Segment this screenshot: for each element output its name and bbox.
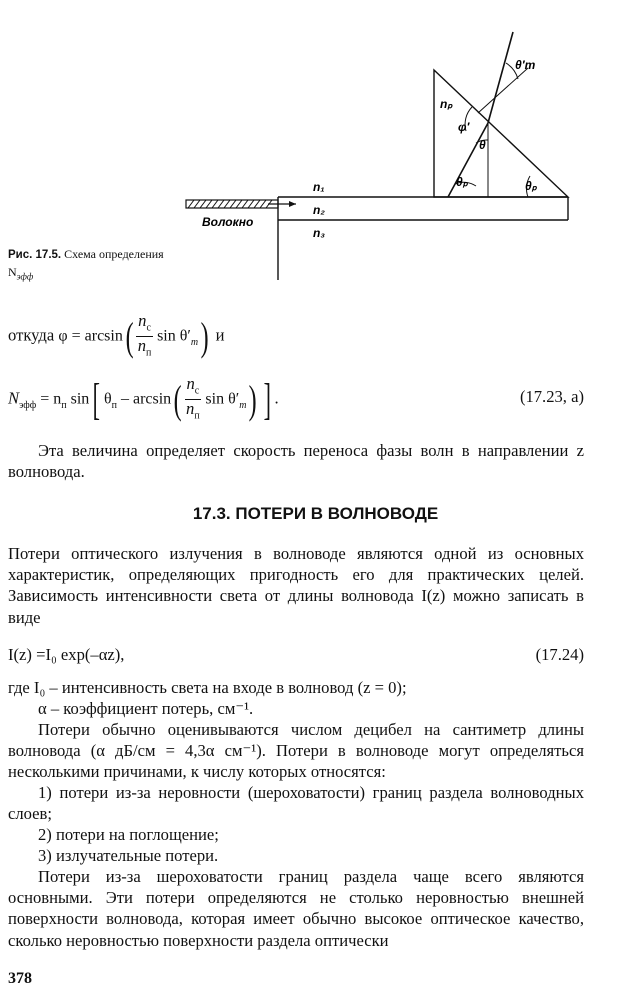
section-heading: 17.3. ПОТЕРИ В ВОЛНОВОДЕ bbox=[192, 504, 439, 523]
definition-i0: где I₀ – интенсивность света на входе в волновод (z = 0); bbox=[8, 678, 407, 697]
equation-number-17-23a: (17.23, а) bbox=[519, 387, 584, 406]
paragraph-phase-transfer: Эта величина определяет скорость переноса фазы волн в направлении z волновода. bbox=[8, 441, 584, 482]
definition-alpha: α – коэффициент потерь, см⁻¹. bbox=[38, 699, 254, 718]
equation-17-23a: $N_{эфф} = n_п$ sin[ $\theta_п - \arcsin$( $\frac{n_c}{n_п}$ $\sin \theta'_m$) ] . (17.23, а) bbox=[8, 374, 584, 424]
page-number: 378 bbox=[8, 970, 32, 987]
list-item: 1) потери из-за неровности (шероховатости) границ раздела волноводных слоев; bbox=[8, 783, 584, 824]
label-np-prism: nₚ bbox=[440, 97, 453, 111]
face-normal bbox=[478, 68, 528, 113]
figure-caption: Рис. 17.5. Схема определения $N_{эфф}$ bbox=[8, 247, 164, 282]
label-theta-p-ray: θₚ bbox=[456, 175, 468, 189]
paragraph-loss-causes: Потери обычно оценивываются числом децибел на сантиметр длины волновода (α дБ/см = 4,3α см⁻¹). Потери в волноводе могут определяться несколькими причинами, к числу которых относятся: bbox=[8, 720, 584, 782]
label-fiber: Волокно bbox=[202, 215, 254, 229]
ray-inside-prism bbox=[448, 123, 488, 197]
label-theta: θ bbox=[479, 138, 486, 152]
label-theta-p-base: θₚ bbox=[525, 179, 537, 193]
label-n2: n₂ bbox=[313, 203, 325, 217]
emergent-ray bbox=[488, 32, 513, 123]
label-n3: n₃ bbox=[313, 226, 325, 240]
equation-phi: откуда φ = arcsin( $\frac{n_c}{n_п}$ $\sin \theta'_m$) и bbox=[8, 311, 225, 359]
label-phi-prime: φ′ bbox=[458, 120, 470, 134]
list-item: 2) потери на поглощение; bbox=[38, 825, 219, 844]
prism bbox=[434, 70, 568, 197]
list-item: 3) излучательные потери. bbox=[38, 846, 219, 865]
equation-number-17-24: (17.24) bbox=[535, 645, 584, 664]
paragraph-roughness-losses: Потери из-за шероховатости границ раздела чаще всего являются основными. Эти потери определяются не столько неровностью внешней поверхности волновода, которая имеет обычно высокое оптическое качество, сколько неровностью поверхности раздела оптически bbox=[8, 867, 584, 950]
equation-17-24: I(z) =I₀ exp(–αz), (17.24) bbox=[8, 645, 584, 664]
paragraph-losses-intro: Потери оптического излучения в волноводе являются одной из основных характеристик, определяющих пригодность его для практических целей. Зависимость интенсивности света от длины волновода I(z) можно записать в виде bbox=[8, 544, 584, 627]
label-n1: n₁ bbox=[313, 180, 325, 194]
label-theta-m-prime: θ′m bbox=[515, 58, 536, 72]
